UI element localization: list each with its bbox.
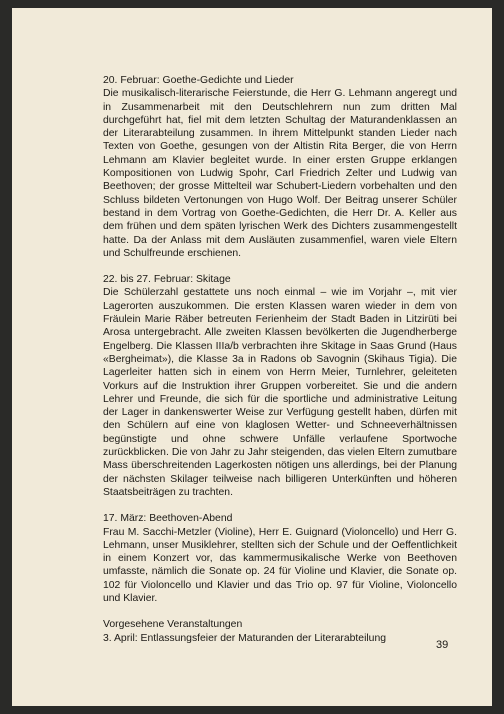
page-number: 39 xyxy=(436,639,449,651)
section-body: Die Schülerzahl gestattete uns noch einmal – wie im Vorjahr –, mit vier Lagerorten auszukommen. Die ersten Klassen waren wieder in dem von Fräulein Marie Räber betreuten Ferienheim der Stadt Baden in Litzirüti bei Arosa untergebracht. Alle zweiten Klassen bevölkerten die Jugendherberge Engelberg. Die Klassen IIIa/b verbrachten ihre Skitage in Saas Grund (Haus «Bergheimat»), die Klasse 3a in Radons ob Savognin (Skihaus Tigia). Die Lagerleiter hatten sich in einem von Herrn Meier, Turnlehrer, geleiteten Vorkurs auf die Instruktion ihrer Gruppen vorbereitet. Sie und die andern Lehrer und Freunde, die sich für die sportliche und administrative Leitung der Lager in dankenswerter Weise zur Verfügung gestellt haben, dürfen mit den Schülern auf eine von klaglosen Wetter- und Schneeverhältnissen begünstigte und ohne schwere Unfälle verlaufene Sportwoche zurückblicken. Die von Jahr zu Jahr steigenden, das vielen Eltern zumutbare Mass überschreitenden Lagerkosten nötigen uns allerdings, bei der Planung der nächsten Skilager teilweise nach billigeren Unterkünften und höheren Staatsbeiträgen zu trachten. xyxy=(103,287,457,498)
section-beethoven xyxy=(103,512,457,605)
section-heading: 20. Februar: Goethe-Gedichte und Lieder xyxy=(103,75,294,86)
section-goethe xyxy=(103,74,457,260)
section-body: 3. April: Entlassungsfeier der Maturanden der Literarabteilung xyxy=(103,632,387,644)
page-content xyxy=(103,74,457,658)
document-page xyxy=(12,8,492,706)
section-body: Die musikalisch-literarische Feierstunde, die Herr G. Lehmann angeregt und in Zusammenarbeit mit den Deutschlehrern nun zum dritten Mal durchgeführt hat, fiel mit dem letzten Schultag der Maturandenklassen an der Literarabteilung zusammen. In ihrem Mittelpunkt standen Lieder nach Texten von Goethe, gesungen von der Altistin Rita Berger, die von Herrn Lehmann am Klavier begleitet wurde. In einer ersten Gruppe erklangen Kompositionen von Ludwig Spohr, Carl Friedrich Zelter und Ludwig van Beethoven; der grosse Mittelteil war Schubert-Liedern vorbehalten und den Schluss bildeten Vertonungen von Hugo Wolf. Der Beitrag unserer Schüler bestand in dem Vortrag von Goethe-Gedichten, die Herr Dr. A. Keller aus dem frühen und dem späten lyrischen Werk des Dichters zusammengestellt hatte. Da der Anlass mit dem Ausläuten zusammenfiel, waren viele Eltern und Schulfreunde erschienen. xyxy=(103,88,457,259)
section-heading: 22. bis 27. Februar: Skitage xyxy=(103,274,231,286)
section-body: Frau M. Sacchi-Metzler (Violine), Herr E. Guignard (Violoncello) und Herr G. Lehmann, unser Musiklehrer, stellten sich der Schule und der Oeffentlichkeit in einem Konzert vor, das kammermusikalische Werke von Beethoven umfasste, nämlich die Sonate op. 24 für Violine und Klavier, die Sonate op. 102 für Violoncello und Klavier und das Trio op. 97 für Violine, Violoncello und Klavier. xyxy=(103,526,457,604)
section-heading: Vorgesehene Veranstaltungen xyxy=(103,619,243,631)
section-heading: 17. März: Beethoven-Abend xyxy=(103,513,233,525)
section-skitage xyxy=(103,273,457,499)
section-veranstaltungen xyxy=(103,618,457,645)
